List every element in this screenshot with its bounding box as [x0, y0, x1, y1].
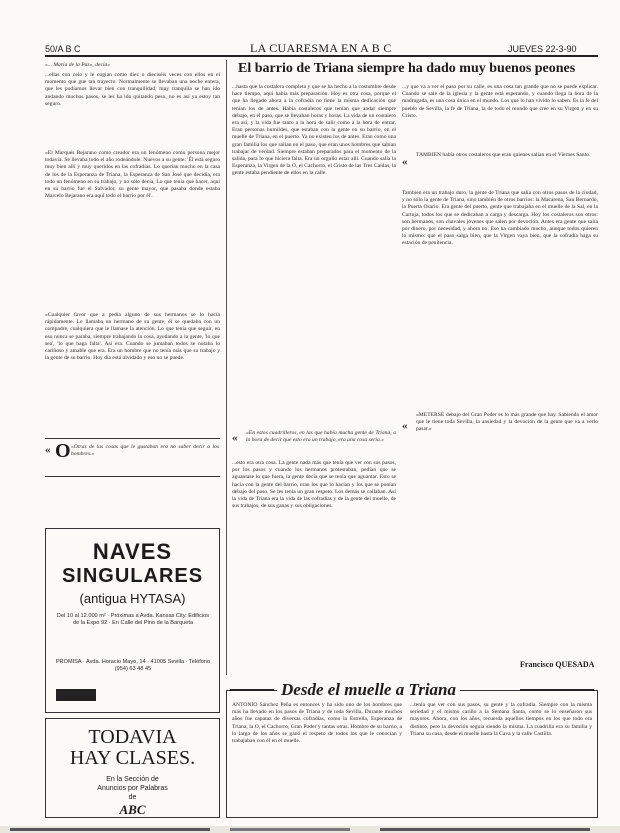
page-date: JUEVES 22-3-90	[508, 44, 577, 54]
article-1-col-b-top: ...y que va a ver el paso por su calle, es una cosa tan grande que no se puede explicar. Cuando se sale de la iglesia y la gente está esperando, y cuando llega la hora de la madrugada, es una cosa única en el mundo. Los que lo han vivido lo saben. Es la fe del pueblo de Sevilla, la fe de Triana, la de todo el mundo que cree en su Virgen y en su Cristo.	[402, 84, 598, 119]
ad-naves-promoter: PROMISA · Avda. Horacio Mayo, 14 · 41005 Sevilla · Teléfono (954) 63 48 45	[55, 659, 211, 673]
ad-abc-line-5: de	[128, 794, 137, 801]
header-rule	[45, 55, 598, 57]
article-2-col-b: ...tenía que ver con sus pasos, su gente y la cofradía. Siempre con la misma seriedad y el mismo cariño a la Semana Santa, como se lo enseñaron sus mayores. Ahora, con los años, recuerda aquellos tiempos en los que todo era distinto, pero la devoción seguía siendo la misma. La cuadrilla era su familia y Triana su casa, desde el muelle hasta la Cava y la calle Castilla.	[410, 702, 592, 737]
page-label: 50/A B C	[45, 44, 81, 54]
quote-rule-top	[45, 438, 220, 439]
quote-mark: «	[45, 444, 51, 456]
ad-naves-title-2: SINGULARES	[61, 565, 204, 587]
article-1-col-b-lead	[402, 152, 598, 188]
left-body-2: «El Marqués Bejarano como creador era un fenómeno como persona mejor todavía. Se llevaba todo el año rodeándole. Nuevos a su gente: 'Él está seguro muy bien allí y muy queridos en las cofradías. Lo querían mucho en la casa de los de la Esperanza de Triana, la Esperanza de San José que decidía, era todo un fenómeno en su trabajo, y no sólo decía, Lo que tenía que hacer, aquí en su barrio fue el Salvador, su gente mayor, que pasaba donde estaba Marcelo Bejarano era aquí todo el barrio por él'.	[45, 150, 220, 200]
column-divider	[226, 60, 227, 675]
quote-mark: «	[402, 420, 408, 432]
article-1-author: Francisco QUESADA	[520, 660, 595, 669]
bottom-scan-strip	[0, 826, 620, 833]
article-1-quote-b: «METERSE debajo del Gran Poder es lo más grande que hay. Sabiendo el amor que le tiene toda Sevilla, la ansiedad y la devoción de la gente que va a verlo pasar.»	[416, 412, 598, 433]
ad-abc-clases[interactable]	[45, 718, 220, 818]
left-quote-text: «Otras de las cosas que le gustaban era no saber decir a los hombres.»	[71, 444, 219, 458]
left-body-3: «Cualquier favor que a pedía alguno de sus hermanos se lo hacía rápidamente. Le llamaba un hermano de su gente, él se quedaba con un compadre, cualquiera que le llamase la atención. Lo que tenía que seguir, en eso nunca se paraba, siempre trabajando la cosa, ayudando a la gente, 'lo que sea', 'lo que haga falta'. Así era. Cuando se juntaban todos se notaba lo cariñoso y amable que era. Era un hombre que no tenía más que su trabajo y la gente de su barrio. Hoy día está olvidado y eso no se puede.	[45, 312, 220, 362]
quote-mark: «	[402, 156, 408, 168]
article-1-pull-quote-b	[402, 412, 598, 656]
ad-abc-line-2: HAY CLASES.	[69, 747, 196, 769]
ad-abc-line-1: TODAVIA	[88, 726, 177, 748]
ad-naves-logo-block	[56, 689, 96, 701]
ad-naves-title-1: NAVES	[92, 539, 173, 564]
ad-naves-details: Del 10 al 12.000 m² · Próximas a Avda. Kansas City. Edificios de la Expo 92 · En Calle del Pino de la Barqueta	[56, 613, 210, 627]
ad-abc-brand-logo: ABC	[119, 802, 146, 817]
left-body-1: ...ellas con celo y le cogian como diez o dieciséis veces con ellos en el momento que gue tan trayecto. Normalmente se llevaban una noche entera, que les podíamos llevar bien con tranquilidad, muy tranquila se han ido andando muchos pasos, se les ha ido quitando peso, no es así ya estoy tan seguro.	[45, 72, 220, 107]
left-caption: «... Maria de la Paz», decia»	[45, 62, 111, 68]
article-1-col-a-2: ...esto era otra cosa. La gente nada más que tenía que ver con sus pasos, por los pasos y cuando los hermanos protestaban, pedían que se aguantase lo que fuera, la gente decía que se tenía que aguantar. Esto se hacía con la gente del barrio, eran los que lo hacían y los que se ponían debajo del paso. Se les tenía un gran respeto. Los demás se callaban. Así la vida de Triana era la vida de las cofradías y de la gente del muelle, de sus trabajos, de sus ganas y sus obligaciones.	[232, 460, 396, 510]
left-pull-quote	[45, 442, 220, 472]
quote-mark: «	[232, 432, 238, 444]
article-1-lead-text: TAMBIÉN había otros costaleros que eran quienes salían en el Viernes Santo.	[416, 152, 591, 158]
title-rule-left	[230, 689, 274, 691]
article-2-title: Desde el muelle a Triana	[277, 680, 460, 700]
ad-abc-line-3: En la Sección de	[106, 776, 159, 783]
article-1-title: El barrio de Triana siempre ha dado muy buenos peones	[238, 61, 576, 76]
article-1-pull-quote-a	[232, 430, 396, 456]
ad-naves-subtitle: (antigua HYTASA)	[79, 591, 186, 606]
article-1-col-a: ...hasta que la costalera completa y que se ha hecho a la costumbre desde hace tiempo, aquí había más preparación. Hoy es otra cosa, porque el que ha llegado ahora a la cofradía no tiene la misma dedicación que tenían los de antes. Había costaleros que tenían que andar siempre debajo, en el paso, que se llevaban horas y horas. La vida de un costalero era así, y la vida fue tanto a la hora de salir como a la hora de entrar. Eran personas humildes, que estaban con la gente en su barrio, en el muelle de Triana, en el puerto. Ya no existen los de antes. Eran como una gran familia los que salían en el paso, que eran unos hombres que sabían trabajar de verdad. Siempre estaban preparados para el momento de la salida, para lo que hiciera falta. Era un orgullo estar allí. Cuando salía la Esperanza, la Virgen de la O, el Cachorro, el Cristo de las Tres Caídas, la gente estaba pendiente de ellos en la calle.	[232, 84, 396, 177]
title-rule-right	[520, 689, 594, 691]
article-1-quote-a: «En estos cuadrilleros, en las que había mucha gente de Triana, a la hora de decir que esto era un trabajo, era una cosa seria.»	[246, 430, 396, 444]
quote-dropcap: O	[55, 440, 71, 462]
section-title: LA CUARESMA EN A B C	[250, 41, 392, 55]
article-1-col-b: Tambien era un trabajo duro, la gente de Triana que salía con otros pasos de la ciudad, y no sólo la gente de Triana, sino también de otros barrios: la Macarena, San Bernardo, la Puerta Osario. Era gente del puerto, gente que trabajaba en el muelle de la Sal, en la Cartuja, todos los que se dedicaban a carga y descarga. Hoy los costaleros son otros: son hermanos, son chavales jóvenes que salen por devoción. Antes era gente que salía por dinero, por necesidad, y ahora no. Eso ha cambiado mucho, aunque todos quieren lo mismo: que el paso salga bien, que la Virgen vaya bien, que la cofradía haga su estación de penitencia.	[402, 190, 598, 247]
ad-abc-line-4: Anuncios por Palabras	[97, 785, 168, 792]
quote-rule-bottom	[45, 476, 220, 477]
article-2-col-a: ANTONIO Sánchez Peña es entonces y ha sido uno de los hombres que más ha llevado en los pasos de Triana y de toda Sevilla. Durante muchos años fue capataz de diversas cofradías, como la Estrella, Esperanza de Triana, la O, el Cachorro, Gran Poder y tantas otras. Hombre de su barrio, a lo largo de los años se ganó el respeto de todos los que le conocían y trabajaban con él en el muelle.	[232, 702, 402, 745]
ad-naves-singulares[interactable]	[45, 528, 220, 713]
